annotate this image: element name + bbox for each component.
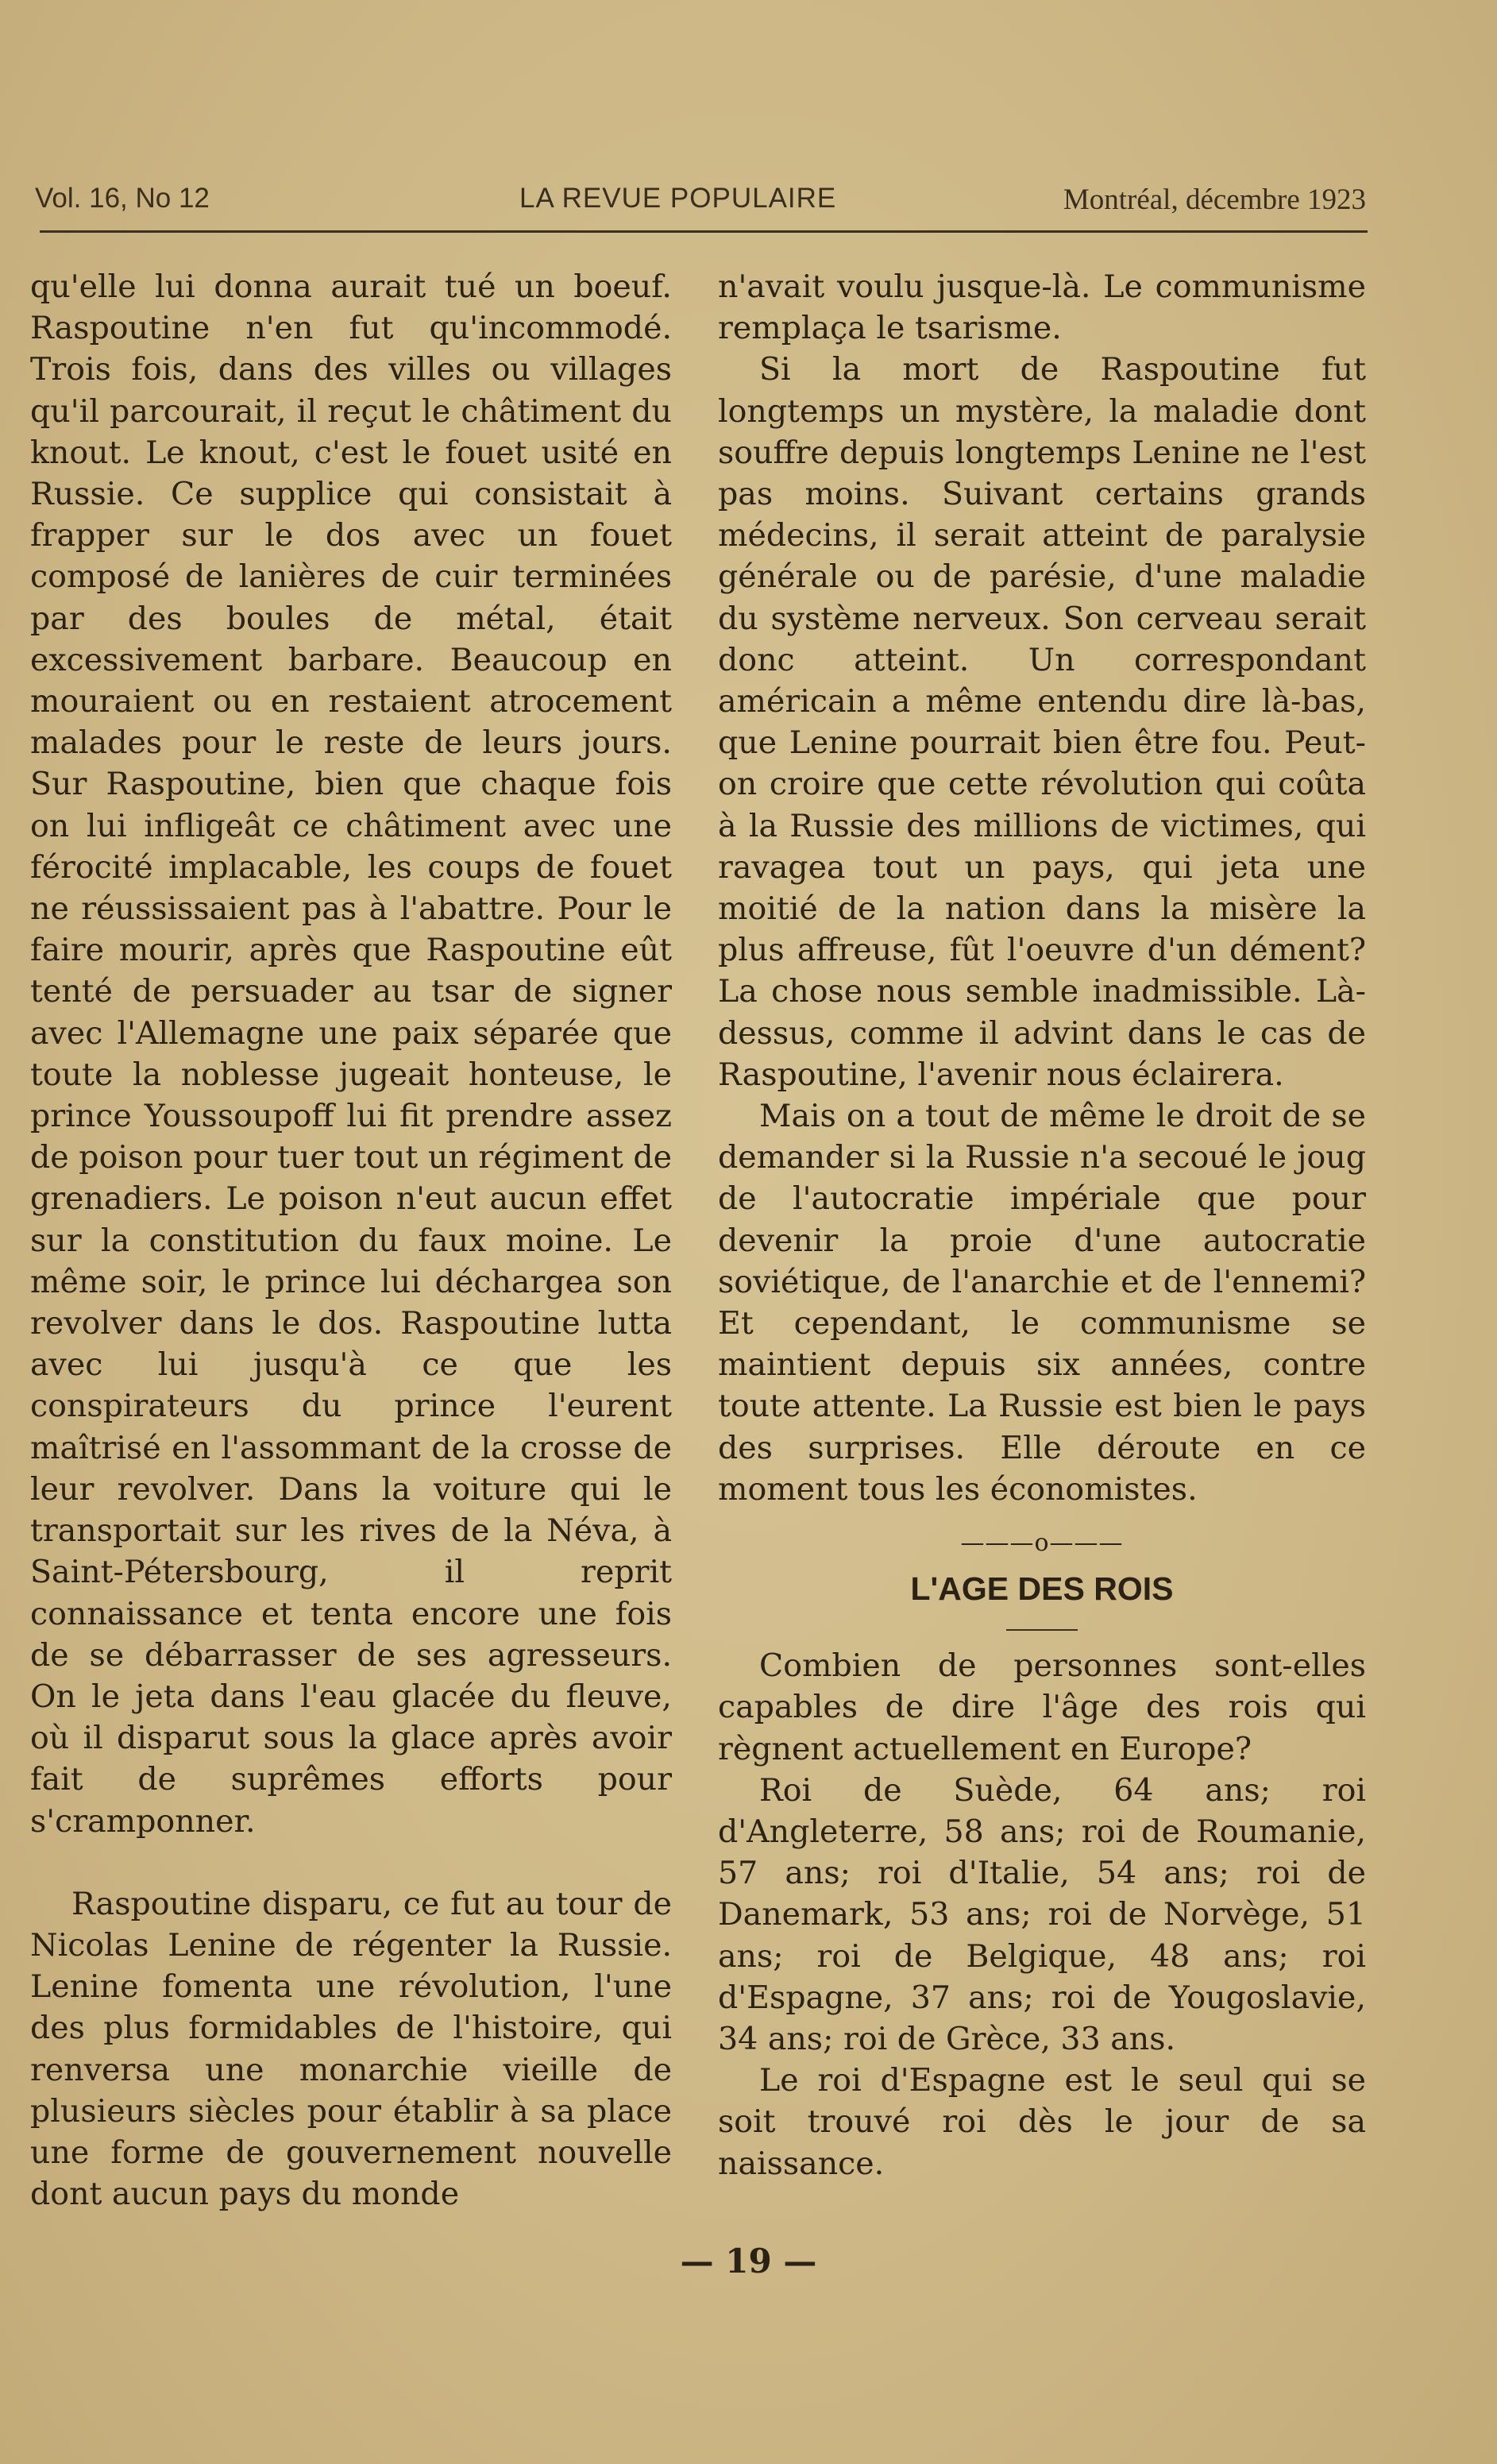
section-divider: ———o———	[960, 1529, 1124, 1558]
paragraph: Raspoutine disparu, ce fut au tour de Nicolas Lenine de régenter la Russie. Lenine fomenta une révolution, l'une des plus formidables de l'histoire, qui renversa une monarchie vieille de plusieurs siècles pour établir à sa place une forme de gouvernement nouvelle dont aucun pays du monde	[30, 1885, 672, 2213]
place-and-date: Montréal, décembre 1923	[1063, 183, 1366, 216]
page-number: — 19 —	[680, 2242, 817, 2281]
paragraph: qu'elle lui donna aurait tué un boeuf. Raspoutine n'en fut qu'incommodé. Trois fois, dans des villes ou villages qu'il parcourait, il reçut le châtiment du knout. Le knout, c'est le fouet usité en Russie. Ce supplice qui consistait à frapper sur le dos avec un fouet composé de lanières de cuir terminées par des boules de métal, était excessivement barbare. Beaucoup en mouraient ou en restaient atrocement malades pour le reste de leurs jours. Sur Raspoutine, bien que chaque fois on lui infligeât ce châtiment avec une férocité implacable, les coups de fouet ne réussissaient pas à l'abattre. Pour le faire mourir, après que Raspoutine eût tenté de persuader au tsar de signer avec l'Allemagne une paix séparée que toute la noblesse jugeait honteuse, le prince Youssoupoff lui fit prendre assez de poison pour tuer tout un régiment de grenadiers. Le poison n'eut aucun effet sur la constitution du faux moine. Le même soir, le prince lui déchargea son revolver dans le dos. Raspoutine lutta avec lui jusqu'à ce que les conspirateurs du prince l'eurent maîtrisé en l'assommant de la crosse de leur revolver. Dans la voiture qui le transportait sur les rives de la Néva, à Saint-Pétersbourg, il reprit connaissance et tenta encore une fois de se débarrasser de ses agresseurs. On le jeta dans l'eau glacée du fleuve, où il disparut sous la glace après avoir fait de suprêmes efforts pour s'cramponner.	[30, 268, 672, 1840]
running-header	[35, 183, 1366, 218]
paragraph: n'avait voulu jusque-là. Le communisme remplaça le tsarisme.	[718, 268, 1366, 347]
paragraph: Si la mort de Raspoutine fut longtemps un mystère, la maladie dont souffre depuis longtemps Lenine ne l'est pas moins. Suivant certains grands médecins, il serait atteint de paralysie générale ou de parésie, d'une maladie du système nerveux. Son cerveau serait donc atteint. Un correspondant américain a même entendu dire là-bas, que Lenine pourrait bien être fou. Peut-on croire que cette révolution qui coûta à la Russie des millions de victimes, qui ravagea tout un pays, qui jeta une moitié de la nation dans la misère la plus affreuse, fût l'oeuvre d'un dément? La chose nous semble inadmissible. Là-dessus, comme il advint dans le cas de Raspoutine, l'avenir nous éclairera.	[718, 351, 1366, 1093]
header-rule	[40, 230, 1368, 233]
volume-number: Vol. 16, No 12	[35, 183, 210, 214]
left-column	[30, 266, 672, 2215]
paragraph: Roi de Suède, 64 ans; roi d'Angleterre, 58 ans; roi de Roumanie, 57 ans; roi d'Italie, 54 ans; roi de Danemark, 53 ans; roi de Norvège, 51 ans; roi de Belgique, 48 ans; roi d'Espagne, 37 ans; roi de Yougoslavie, 34 ans; roi de Grèce, 33 ans.	[718, 1771, 1366, 2057]
paragraph: Le roi d'Espagne est le seul qui se soit trouvé roi dès le jour de sa naissance.	[718, 2062, 1366, 2182]
section-title: L'AGE DES ROIS	[910, 1570, 1174, 1608]
paragraph: Mais on a tout de même le droit de se demander si la Russie n'a secoué le joug de l'autocratie impériale que pour devenir la proie d'une autocratie soviétique, de l'anarchie et de l'ennemi? Et cependant, le communisme se maintient depuis six années, contre toute attente. La Russie est bien le pays des surprises. Elle déroute en ce moment tous les économistes.	[718, 1098, 1366, 1508]
publication-title: LA REVUE POPULAIRE	[519, 183, 837, 214]
paragraph: Combien de personnes sont-elles capables de dire l'âge des rois qui règnent actuellement en Europe?	[718, 1647, 1366, 1767]
right-column	[718, 266, 1366, 2184]
title-underline	[1006, 1629, 1078, 1631]
